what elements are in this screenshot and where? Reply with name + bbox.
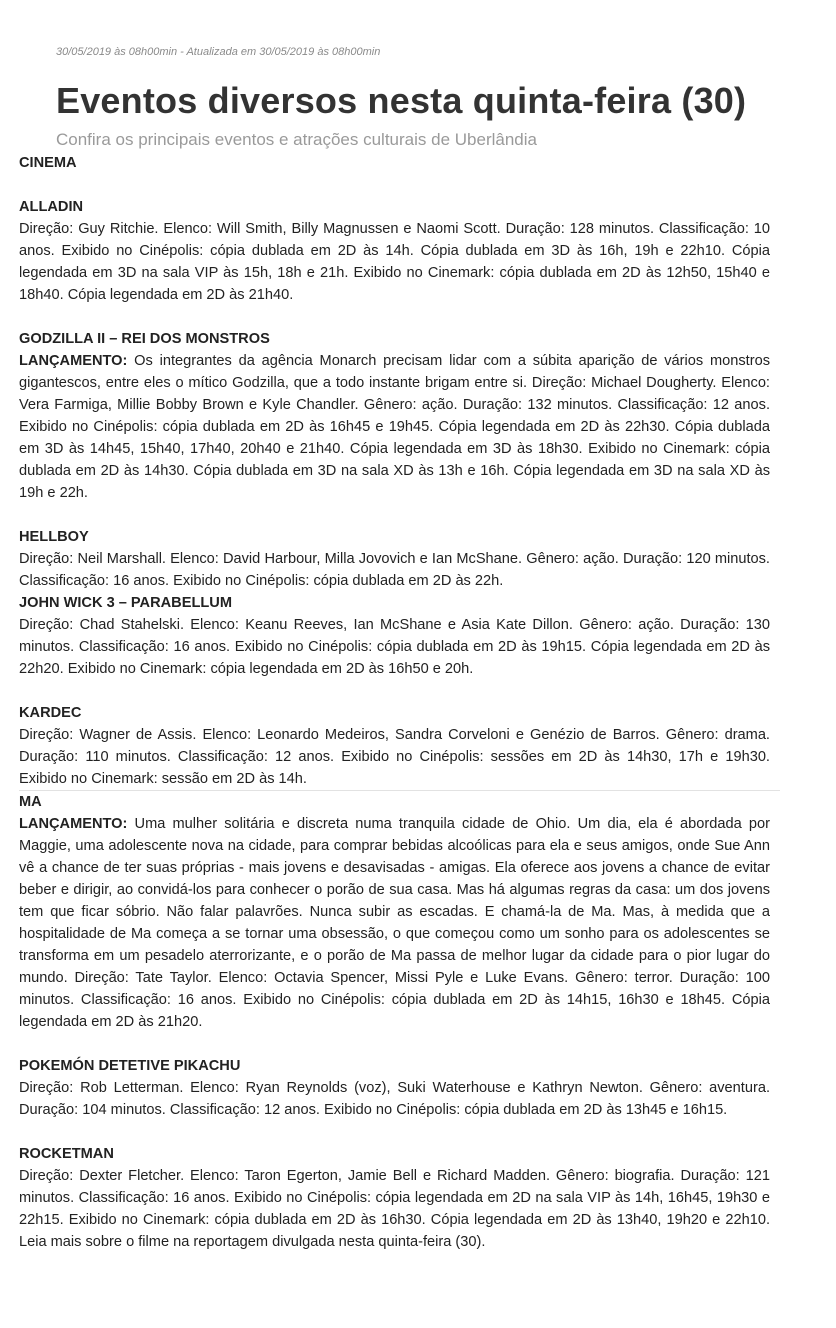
movie-title: ALLADIN: [19, 199, 84, 215]
movie-ma: [19, 790, 780, 1033]
release-label: LANÇAMENTO:: [19, 353, 128, 369]
section-heading-cinema: CINEMA: [19, 155, 77, 171]
movie-title: JOHN WICK 3 – PARABELLUM: [19, 595, 232, 611]
article-title: Eventos diversos nesta quinta-feira (30): [56, 80, 747, 121]
movie-title: KARDEC: [19, 705, 82, 721]
movie-hellboy: [19, 526, 770, 592]
movie-godzilla: [19, 328, 770, 504]
movie-description: Direção: Dexter Fletcher. Elenco: Taron Egerton, Jamie Bell e Richard Madden. Gênero: biografia. Duração: 121 minutos. Classificação: 16 anos. Exibido no Cinépolis: cópia legendada em 2D na sala VIP às 14h, 16h45, 19h30 e 22h15. Exibido no Cinemark: cópia dublada em 2D às 16h30. Cópia legendada em 2D às 13h40, 19h20 e 22h10. Leia mais sobre o filme na reportagem divulgada nesta quinta-feira (30).: [19, 1168, 770, 1250]
movie-john-wick: [19, 592, 770, 680]
movie-description: [19, 350, 770, 504]
article-body: [19, 152, 770, 1253]
movie-title: ROCKETMAN: [19, 1146, 114, 1162]
movie-description: Direção: Rob Letterman. Elenco: Ryan Reynolds (voz), Suki Waterhouse e Kathryn Newton. Gênero: aventura. Duração: 104 minutos. Classificação: 12 anos. Exibido no Cinépolis: cópia dublada em 2D às 13h45 e 16h15.: [19, 1080, 770, 1118]
movie-alladin: [19, 196, 770, 306]
movie-title: POKEMÓN DETETIVE PIKACHU: [19, 1058, 241, 1074]
movie-description-text: Uma mulher solitária e discreta numa tranquila cidade de Ohio. Um dia, ela é abordada por Maggie, uma adolescente nova na cidade, para comprar bebidas alcoólicas para ela e seus amigos, onde Sue Ann vê a chance de ter suas próprias - mais jovens e desavisadas - amigas. Ela oferece aos jovens a chance de evitar beber e dirigir, ao convidá-los para conhecer o porão de sua casa. Mas há algumas regras da casa: um dos jovens tem que ficar sóbrio. Não falar palavrões. Nunca subir as escadas. E chamá-la de Ma. Mas, à medida que a hospitalidade de Ma começa a se tornar uma obsessão, o que começou como um sonho para os adolescentes se transforma em um pesadelo aterrorizante, e o porão de Ma passa de melhor lugar da cidade para o pior lugar do mundo. Direção: Tate Taylor. Elenco: Octavia Spencer, Missi Pyle e Luke Evans. Gênero: terror. Duração: 100 minutos. Classificação: 16 anos. Exibido no Cinépolis: cópia dublada em 2D às 14h15, 16h30 e 18h45. Cópia legendada em 2D às 21h20.: [19, 816, 770, 1030]
movie-description: Direção: Chad Stahelski. Elenco: Keanu Reeves, Ian McShane e Asia Kate Dillon. Gênero: ação. Duração: 130 minutos. Classificação: 16 anos. Exibido no Cinépolis: cópia dublada em 2D às 19h15. Cópia legendada em 2D às 22h20. Exibido no Cinemark: cópia legendada em 2D às 16h50 e 20h.: [19, 617, 770, 677]
article-timestamp: 30/05/2019 às 08h00min - Atualizada em 30/05/2019 às 08h00min: [56, 46, 381, 58]
movie-description: [19, 813, 770, 1033]
movie-title: HELLBOY: [19, 529, 89, 545]
article-subtitle: Confira os principais eventos e atrações culturais de Uberlândia: [56, 130, 537, 149]
movie-description: Direção: Wagner de Assis. Elenco: Leonardo Medeiros, Sandra Corveloni e Genézio de Barros. Gênero: drama. Duração: 110 minutos. Classificação: 12 anos. Exibido no Cinépolis: sessões em 2D às 14h30, 17h e 19h30. Exibido no Cinemark: sessão em 2D às 14h.: [19, 727, 770, 787]
movie-description-text: Os integrantes da agência Monarch precisam lidar com a súbita aparição de vários monstros gigantescos, entre eles o mítico Godzilla, que a todo instante brigam entre si. Direção: Michael Dougherty. Elenco: Vera Farmiga, Millie Bobby Brown e Kyle Chandler. Gênero: ação. Duração: 132 minutos. Classificação: 12 anos. Exibido no Cinépolis: cópia dublada em 2D às 16h45 e 19h45. Cópia legendada em 2D às 22h30. Cópia dublada em 3D às 14h45, 15h40, 17h40, 20h40 e 21h40. Cópia legendada em 3D às 18h30. Exibido no Cinemark: cópia dublada em 2D às 14h30. Cópia dublada em 3D na sala XD às 13h e 16h. Cópia legendada em 3D na sala XD às 19h e 22h.: [19, 353, 770, 501]
movie-title: MA: [19, 794, 42, 810]
movie-kardec: [19, 702, 770, 790]
movie-rocketman: [19, 1143, 770, 1253]
movie-title: GODZILLA II – REI DOS MONSTROS: [19, 331, 270, 347]
movie-description: Direção: Neil Marshall. Elenco: David Harbour, Milla Jovovich e Ian McShane. Gênero: ação. Duração: 120 minutos. Classificação: 16 anos. Exibido no Cinépolis: cópia dublada em 2D às 22h.: [19, 551, 770, 589]
movie-description: Direção: Guy Ritchie. Elenco: Will Smith, Billy Magnussen e Naomi Scott. Duração: 128 minutos. Classificação: 10 anos. Exibido no Cinépolis: cópia dublada em 2D às 14h. Cópia dublada em 3D às 16h, 19h e 22h10. Cópia legendada em 3D na sala VIP às 15h, 18h e 21h. Exibido no Cinemark: cópia dublada em 2D às 12h50, 15h40 e 18h40. Cópia legendada em 2D às 21h40.: [19, 221, 770, 303]
release-label: LANÇAMENTO:: [19, 816, 128, 832]
movie-pokemon: [19, 1055, 770, 1121]
